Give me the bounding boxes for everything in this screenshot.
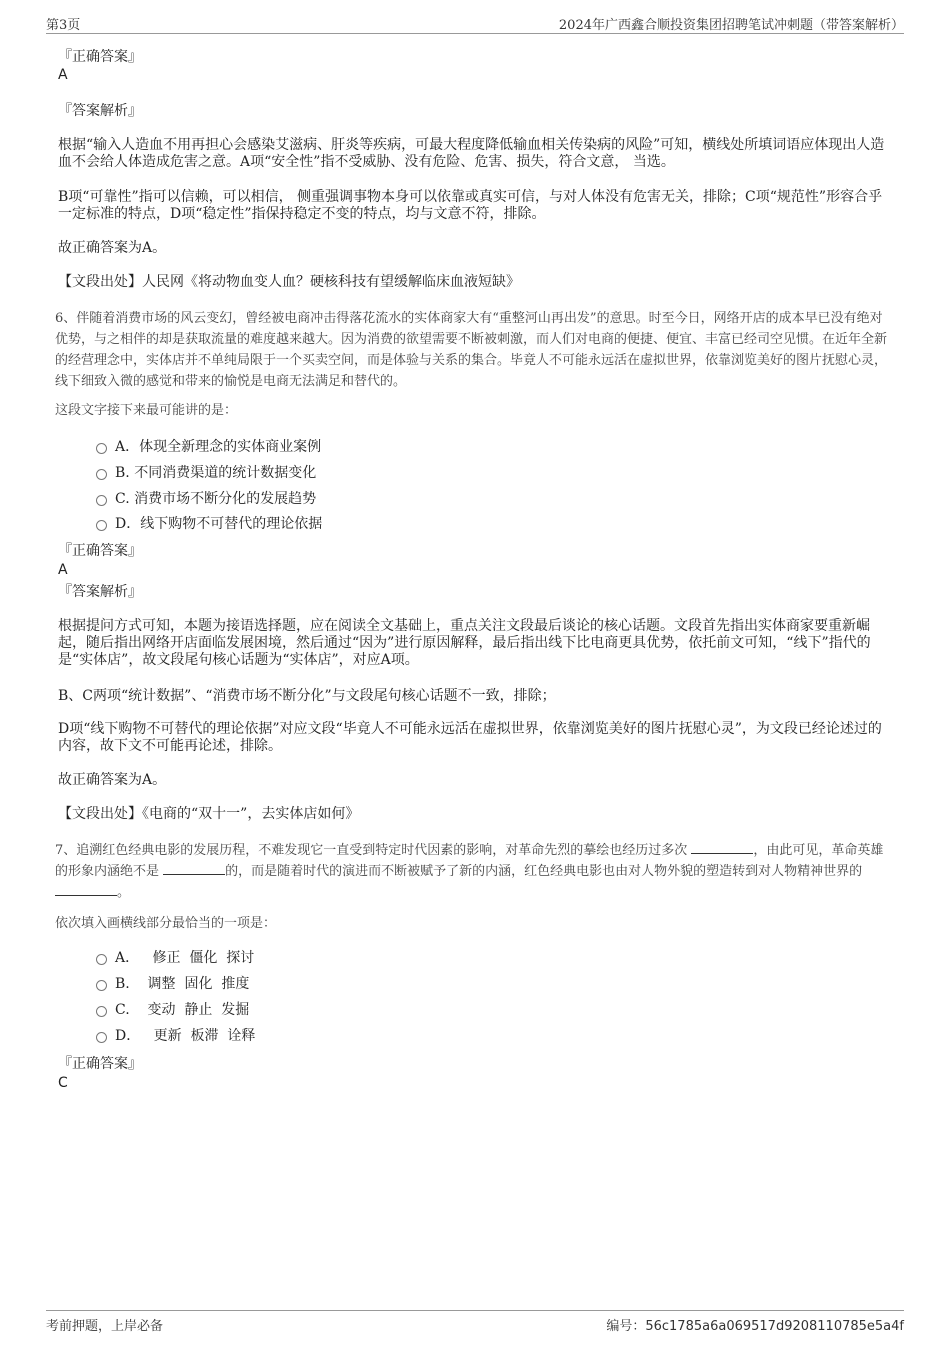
option-c[interactable]	[96, 489, 316, 509]
footer-slogan: 考前押题，上岸必备	[46, 1319, 164, 1334]
option-b[interactable]	[96, 974, 249, 994]
question-prompt: 这段文字接下来最可能讲的是：	[55, 403, 238, 418]
stem-text: 7、追溯红色经典电影的发展历程，不难发现它一直受到特定时代因素的影响，对革命先烈的摹绘也经历过多次	[55, 843, 688, 858]
analysis-paragraph: B、C两项“统计数据”、“消费市场不断分化”与文段尾句核心话题不一致，排除；	[58, 688, 556, 704]
option-label: D． 更新 板滞 诠释	[115, 1028, 256, 1044]
option-a[interactable]	[96, 948, 254, 968]
analysis-conclusion: 故正确答案为A。	[58, 772, 167, 788]
fill-blank	[691, 841, 753, 854]
analysis-paragraph: 根据“输入人造血不用再担心会感染艾滋病、肝炎等疾病，可最大程度降低输血相关传染病的风险”可知，横线处所填词语应体现出人造血不会给人体造成危害之意。A项“安全性”指不受威胁、没有危险、危害、损失，符合文意， 当选。	[58, 137, 885, 170]
option-d[interactable]	[96, 1026, 255, 1046]
analysis-label: 『答案解析』	[58, 584, 142, 600]
source-citation: 【文段出处】人民网《将动物血变人血？硬核科技有望缓解临床血液短缺》	[58, 274, 520, 290]
analysis-paragraph: 根据提问方式可知，本题为接语选择题，应在阅读全文基础上，重点关注文段最后谈论的核心话题。文段首先指出实体商家要重新崛起，随后指出网络开店面临发展困境，然后通过“因为”进行原因解释，最后指出线下比电商更具优势，依托前文可知，“线下”指代的是“实体店”，故文段尾句核心话题为“实体店”，对应A项。	[58, 618, 871, 668]
document-title: 2024年广西鑫合顺投资集团招聘笔试冲刺题（带答案解析）	[558, 18, 904, 33]
option-b[interactable]	[96, 463, 316, 483]
document-code	[606, 1315, 904, 1334]
source-citation: 【文段出处】《电商的“双十一”，去实体店如何》	[58, 806, 360, 822]
analysis-conclusion: 故正确答案为A。	[58, 240, 167, 256]
fill-blank	[55, 883, 117, 896]
option-label: C. 变动 静止 发掘	[115, 1002, 250, 1018]
code-label: 编号：	[606, 1319, 646, 1334]
correct-answer: A	[58, 67, 68, 83]
option-label: B. 不同消费渠道的统计数据变化	[115, 465, 317, 481]
correct-answer: A	[58, 562, 68, 578]
analysis-paragraph: D项“线下购物不可替代的理论依据”对应文段“毕竟人不可能永远活在虚拟世界，依靠浏览美好的图片抚慰心灵”，为文段已经论述过的内容，故下文不可能再论述，排除。	[58, 721, 882, 754]
option-label: A． 修正 僵化 探讨	[115, 950, 255, 966]
option-label: B. 调整 固化 推度	[115, 976, 250, 992]
radio-icon[interactable]	[96, 954, 107, 965]
page-footer	[46, 1310, 904, 1334]
option-d[interactable]	[96, 514, 322, 534]
stem-text: 。	[117, 885, 131, 900]
question-prompt: 依次填入画横线部分最恰当的一项是：	[55, 916, 277, 931]
page-number: 第3页	[46, 18, 81, 33]
option-a[interactable]	[96, 437, 321, 457]
radio-icon[interactable]	[96, 443, 107, 454]
radio-icon[interactable]	[96, 1006, 107, 1017]
correct-answer-label: 『正确答案』	[58, 49, 142, 65]
code-value: 56c1785a6a069517d9208110785e5a4f	[645, 1319, 904, 1334]
page-header	[46, 14, 904, 34]
question-stem: 6、伴随着消费市场的风云变幻，曾经被电商冲击得落花流水的实体商家大有“重整河山再出发”的意思。时至今日，网络开店的成本早已没有绝对优势，与之相伴的却是获取流量的难度越来越大。因为消费的欲望需要不断被刺激，而人们对电商的便捷、便宜、丰富已经司空见惯。在近年全新的经营理念中，实体店并不单纯局限于一个买卖空间，而是体验与关系的集合。毕竟人不可能永远活在虚拟世界，依靠浏览美好的图片抚慰心灵，线下细致入微的感觉和带来的愉悦是电商无法满足和替代的。	[55, 311, 888, 389]
option-label: A．体现全新理念的实体商业案例	[115, 439, 322, 455]
correct-answer-label: 『正确答案』	[58, 1056, 142, 1072]
analysis-label: 『答案解析』	[58, 103, 142, 119]
question-stem	[55, 840, 891, 903]
fill-blank	[163, 862, 225, 875]
stem-text: 的，而是随着时代的演进而不断被赋予了新的内涵，红色经典电影也由对人物外貌的塑造转到对人物精神世界的	[225, 864, 863, 879]
radio-icon[interactable]	[96, 520, 107, 531]
option-label: D．线下购物不可替代的理论依据	[115, 516, 323, 532]
radio-icon[interactable]	[96, 495, 107, 506]
radio-icon[interactable]	[96, 469, 107, 480]
correct-answer: C	[58, 1075, 68, 1091]
stem-text: ，由此可见，革命英雄的形象内涵绝不是	[55, 843, 884, 879]
radio-icon[interactable]	[96, 1032, 107, 1043]
option-label: C. 消费市场不断分化的发展趋势	[115, 491, 317, 507]
correct-answer-label: 『正确答案』	[58, 543, 142, 559]
option-c[interactable]	[96, 1000, 249, 1020]
radio-icon[interactable]	[96, 980, 107, 991]
analysis-paragraph: B项“可靠性”指可以信赖，可以相信， 侧重强调事物本身可以依靠或真实可信，与对人体没有危害无关，排除；C项“规范性”形容合乎一定标准的特点，D项“稳定性”指保持稳定不变的特点，均与文意不符，排除。	[58, 189, 883, 222]
